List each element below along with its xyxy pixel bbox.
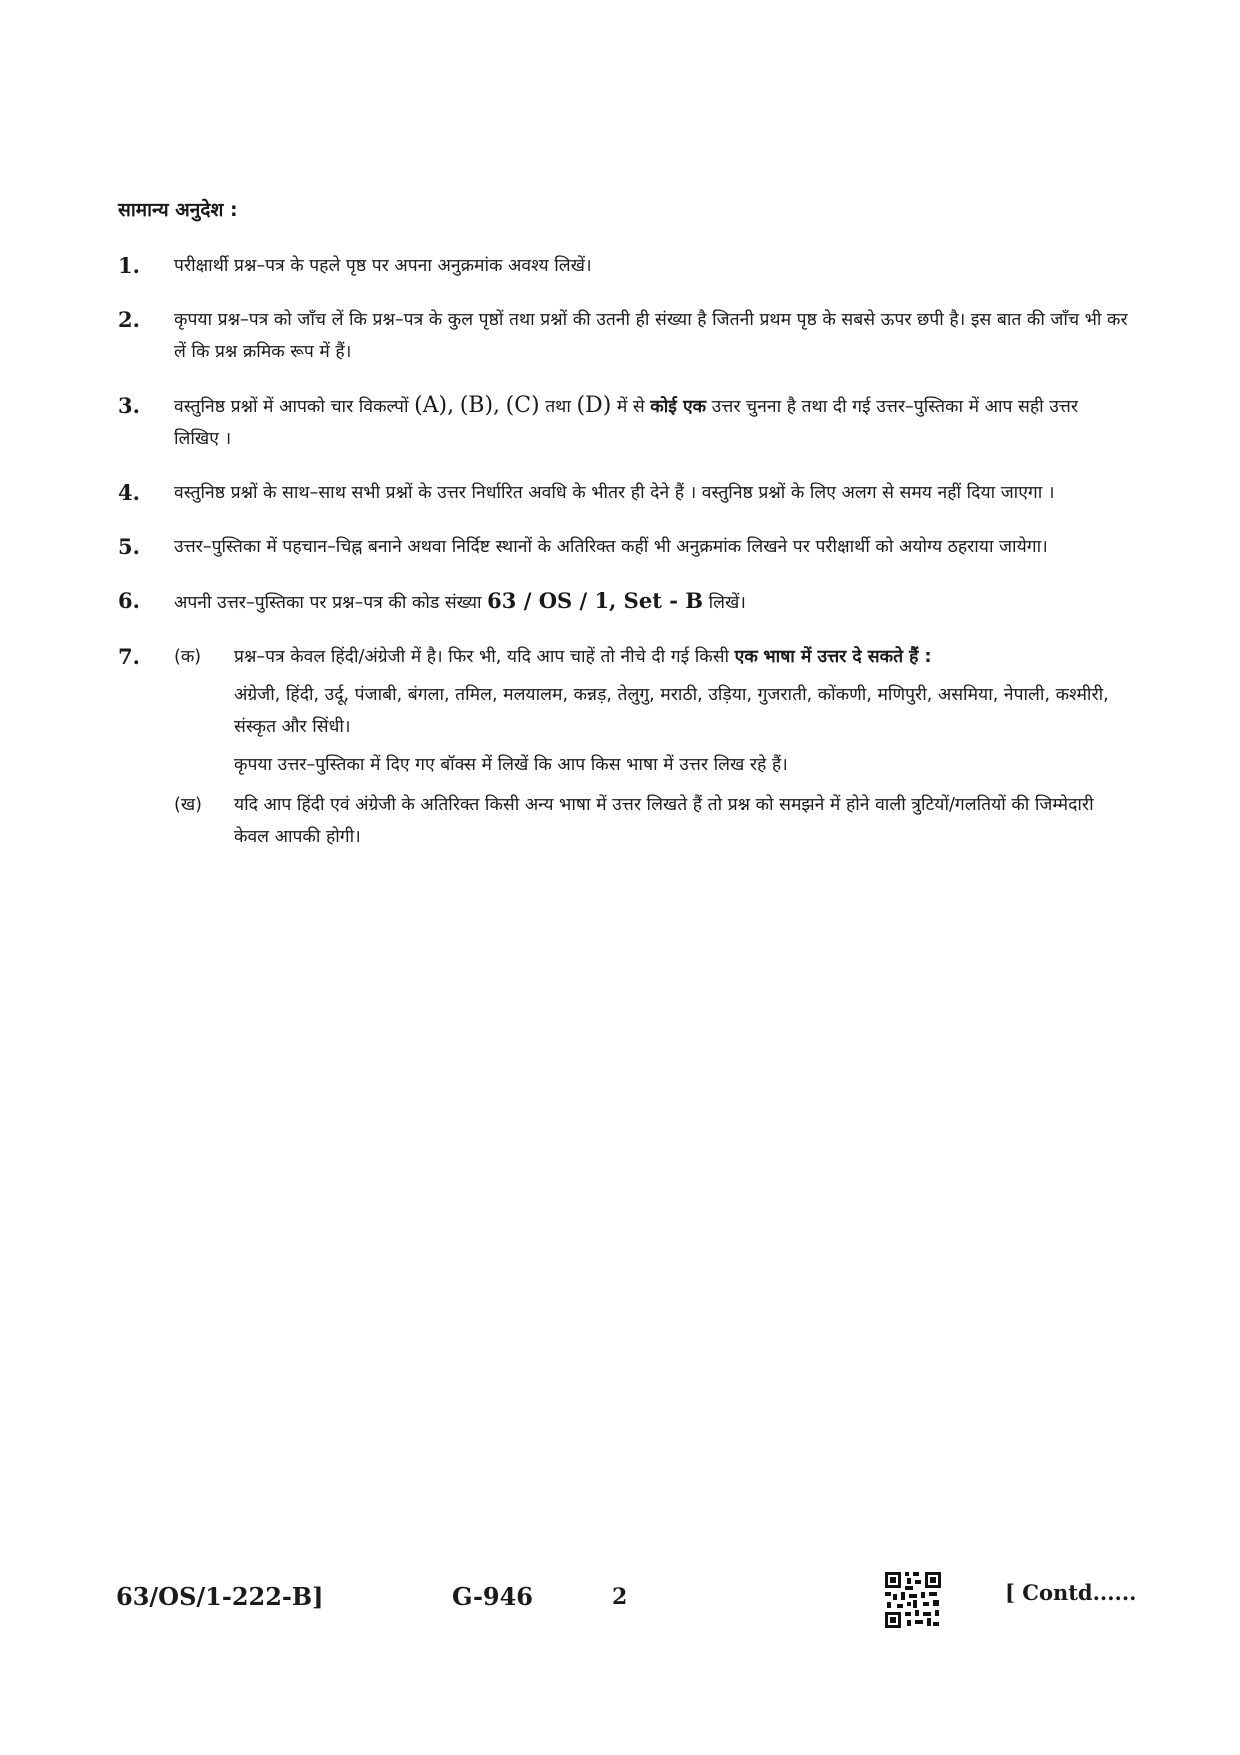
ek-emphasis: एक <box>734 647 758 667</box>
instruction-text-part1: अपनी उत्तर–पुस्तिका पर प्रश्न–पत्र की कोड संख्या <box>174 593 482 613</box>
instruction-number: 7. <box>118 644 140 669</box>
instruction-text-part2: उत्तर चुनना है तथा दी गई उत्तर–पुस्तिका में आप सही उत्तर लिखिए । <box>174 397 1079 449</box>
continued-marker: [ Contd...... <box>1005 1580 1137 1605</box>
page-footer <box>0 1570 1240 1630</box>
paper-code-inline: 63 / OS / 1, Set - B <box>487 588 703 613</box>
sub-kha-text: यदि आप हिंदी एवं अंग्रेजी के अतिरिक्त किसी अन्य भाषा में उत्तर लिखते हैं तो प्रश्न को समझने में होने वाली त्रुटियों/गलतियों की जिम्मेदारी केवल आपकी होगी। <box>234 795 1094 847</box>
page-number: 2 <box>612 1584 628 1610</box>
instruction-number: 5. <box>118 534 140 559</box>
instruction-number: 4. <box>118 480 140 505</box>
instruction-text: कृपया प्रश्न–पत्र को जाँच लें कि प्रश्न–पत्र के कुल पृष्ठों तथा प्रश्नों की उतनी ही संख्या है जितनी प्रथम पृष्ठ के सबसे ऊपर छपी है। इस बात की जाँच भी कर लें कि प्रश्न क्रमिक रूप में हैं। <box>174 310 1128 362</box>
sub-ka-part2: भाषा में उत्तर दे सकते हैं : <box>763 647 932 667</box>
mein-se-text: में से <box>616 397 645 417</box>
sub-label-kha: (ख) <box>174 795 202 815</box>
option-c: (C) <box>505 393 540 418</box>
option-d: (D) <box>576 393 612 418</box>
languages-list: अंग्रेजी, हिंदी, उर्दू, पंजाबी, बंगला, तमिल, मलयालम, कन्नड़, तेलुगु, मराठी, उड़िया, गुजराती, कोंकणी, मणिपुरी, असमिया, नेपाली, कश्मीरी, संस्कृत और सिंधी। <box>234 685 1109 737</box>
sub-instruction-kha <box>174 789 1128 853</box>
option-a: (A), <box>414 393 455 418</box>
instruction-text: उत्तर–पुस्तिका में पहचान–चिह्न बनाने अथवा निर्दिष्ट स्थानों के अतिरिक्त कहीं भी अनुक्रमांक लिखने पर परीक्षार्थी को अयोग्य ठहराया जायेगा। <box>174 537 1048 557</box>
instruction-text: वस्तुनिष्ठ प्रश्नों के साथ–साथ सभी प्रश्नों के उत्तर निर्धारित अवधि के भीतर ही देने हैं । वस्तुनिष्ठ प्रश्नों के लिए अलग से समय नहीं दिया जाएगा । <box>174 483 1055 503</box>
qr-code-icon <box>883 1570 943 1630</box>
koi-ek-emphasis: कोई एक <box>650 397 707 417</box>
sub-instruction-ka <box>174 641 1128 781</box>
footer-g-code: G-946 <box>452 1582 533 1611</box>
sub-ka-part1: प्रश्न–पत्र केवल हिंदी/अंग्रेजी में है। फिर भी, यदि आप चाहें तो नीचे दी गई किसी <box>234 647 730 667</box>
instruction-number: 2. <box>118 307 140 332</box>
language-box-note: कृपया उत्तर–पुस्तिका में दिए गए बॉक्स में लिखें कि आप किस भाषा में उत्तर लिख रहे हैं। <box>234 755 788 775</box>
conjunction-text: तथा <box>545 397 571 417</box>
instruction-text-part2: लिखें। <box>708 593 746 613</box>
instructions-section <box>118 196 1128 875</box>
instruction-4 <box>118 477 1128 509</box>
instruction-2 <box>118 304 1128 368</box>
footer-paper-code: 63/OS/1-222-B] <box>116 1582 324 1611</box>
instruction-number: 6. <box>118 588 140 613</box>
instruction-number: 3. <box>118 393 140 418</box>
instruction-text-part1: वस्तुनिष्ठ प्रश्नों में आपको चार विकल्पों <box>174 397 409 417</box>
sub-ka-text <box>234 641 1128 673</box>
option-b: (B), <box>459 393 501 418</box>
instruction-6 <box>118 585 1128 619</box>
instruction-text: परीक्षार्थी प्रश्न–पत्र के पहले पृष्ठ पर अपना अनुक्रमांक अवश्य लिखें। <box>174 256 592 276</box>
page-heading: सामान्य अनुदेश : <box>118 199 238 221</box>
instruction-1 <box>118 250 1128 282</box>
instruction-7 <box>118 641 1128 853</box>
instruction-5 <box>118 531 1128 563</box>
instruction-3 <box>118 390 1128 455</box>
instruction-number: 1. <box>118 253 140 278</box>
sub-label-ka: (क) <box>174 647 202 667</box>
